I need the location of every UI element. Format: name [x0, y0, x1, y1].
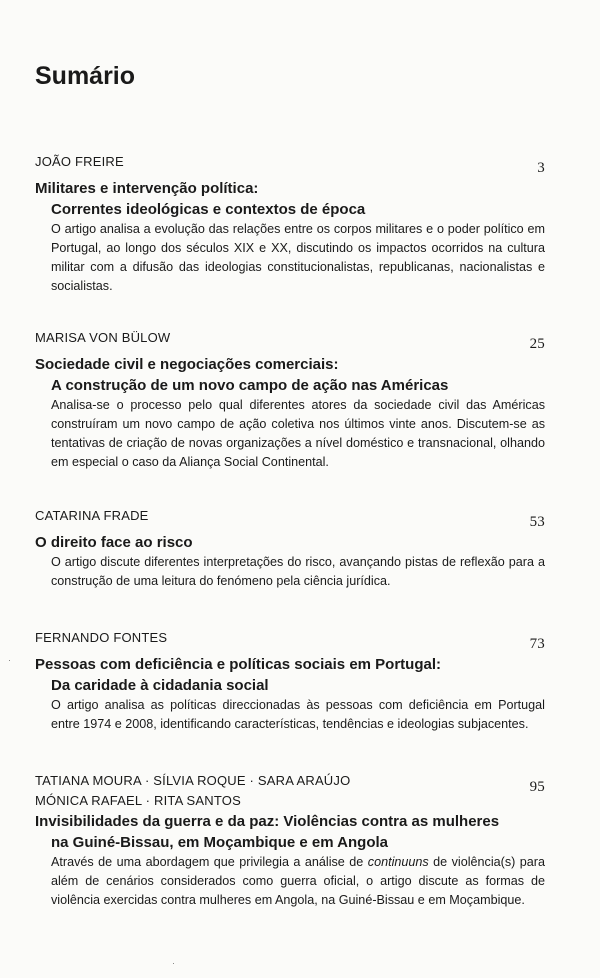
article-abstract: O artigo discute diferentes interpretações do risco, avançando pistas de reflexão para a construção de uma leitura do fenómeno pela ciência jurídica.: [51, 555, 545, 588]
author-name: CATARINA FRADE: [35, 508, 149, 523]
author-name: MARISA VON BÜLOW: [35, 330, 171, 345]
toc-entry: [35, 328, 545, 472]
page-number: 25: [529, 336, 545, 352]
article-title-sub: A construção de um novo campo de ação nas Américas: [51, 377, 449, 394]
scan-speck: ·: [8, 655, 11, 665]
author-list: [35, 506, 149, 526]
author-name: MÓNICA RAFAEL · RITA SANTOS: [35, 793, 241, 808]
article-title: [35, 354, 545, 396]
toc-entry: [35, 506, 545, 591]
article-title-main: O direito face ao risco: [35, 534, 193, 551]
toc-entry: [35, 152, 545, 296]
article-title-sub: Correntes ideológicas e contextos de época: [51, 201, 366, 218]
article-title: [35, 811, 545, 853]
author-row: [35, 771, 545, 811]
abstract-emphasis: continuuns: [367, 855, 429, 869]
scan-speck: ·: [172, 958, 175, 968]
article-title-sub: na Guiné-Bissau, em Moçambique e em Angola: [51, 834, 389, 851]
article-title-sub: Da caridade à cidadania social: [51, 677, 269, 694]
toc-entry: [35, 771, 545, 910]
article-abstract: [35, 853, 545, 910]
page-number: 3: [537, 160, 545, 176]
author-row: [35, 152, 545, 178]
article-title: [35, 178, 545, 220]
article-abstract: O artigo analisa as políticas direccionadas às pessoas com deficiência em Portugal entre 1974 e 2008, identificando características, tendências e ideologias subjacentes.: [51, 698, 545, 731]
author-row: [35, 628, 545, 654]
abstract-text: Através de uma abordagem que privilegia a análise de: [51, 855, 368, 869]
article-abstract: Analisa-se o processo pelo qual diferentes atores da sociedade civil das Américas construíram um novo campo de ação coletiva nos últimos vinte anos. Discutem-se as tentativas de criação de novas organizações a nível doméstico e transnacional, olhando em especial o caso da Aliança Social Continental.: [51, 398, 545, 469]
author-row: [35, 328, 545, 354]
article-title-main: Invisibilidades da guerra e da paz: Violências contra as mulheres: [35, 813, 500, 830]
article-title: [35, 532, 545, 553]
author-list: [35, 771, 350, 811]
author-name: JOÃO FREIRE: [35, 154, 124, 169]
author-list: [35, 328, 170, 348]
article-title-main: Militares e intervenção política:: [35, 180, 259, 197]
author-name: TATIANA MOURA · SÍLVIA ROQUE · SARA ARAÚJO: [35, 773, 351, 788]
author-row: [35, 506, 545, 532]
abstract-text: de violência(s) para além de cenários considerados como guerra oficial, o artigo discute as formas de violência exercidas contra mulheres em Angola, na Guiné-Bissau e em Moçambique.: [51, 855, 545, 907]
author-list: [35, 628, 167, 648]
article-abstract: O artigo analisa a evolução das relações entre os corpos militares e o poder político em Portugal, ao longo dos séculos XIX e XX, discutindo os impactos ocorridos na cultura militar com a difusão das ideologias constitucionalistas, republicanas, nacionalistas e socialistas.: [51, 222, 545, 293]
author-list: [35, 152, 124, 172]
article-title-main: Sociedade civil e negociações comerciais:: [35, 356, 339, 373]
page-number: 95: [529, 779, 545, 795]
article-title: [35, 654, 545, 696]
page-number: 53: [529, 514, 545, 530]
article-title-main: Pessoas com deficiência e políticas sociais em Portugal:: [35, 656, 441, 673]
toc-entry: [35, 628, 545, 734]
author-name: FERNANDO FONTES: [35, 630, 168, 645]
page-title: Sumário: [35, 62, 136, 90]
page-number: 73: [529, 636, 545, 652]
